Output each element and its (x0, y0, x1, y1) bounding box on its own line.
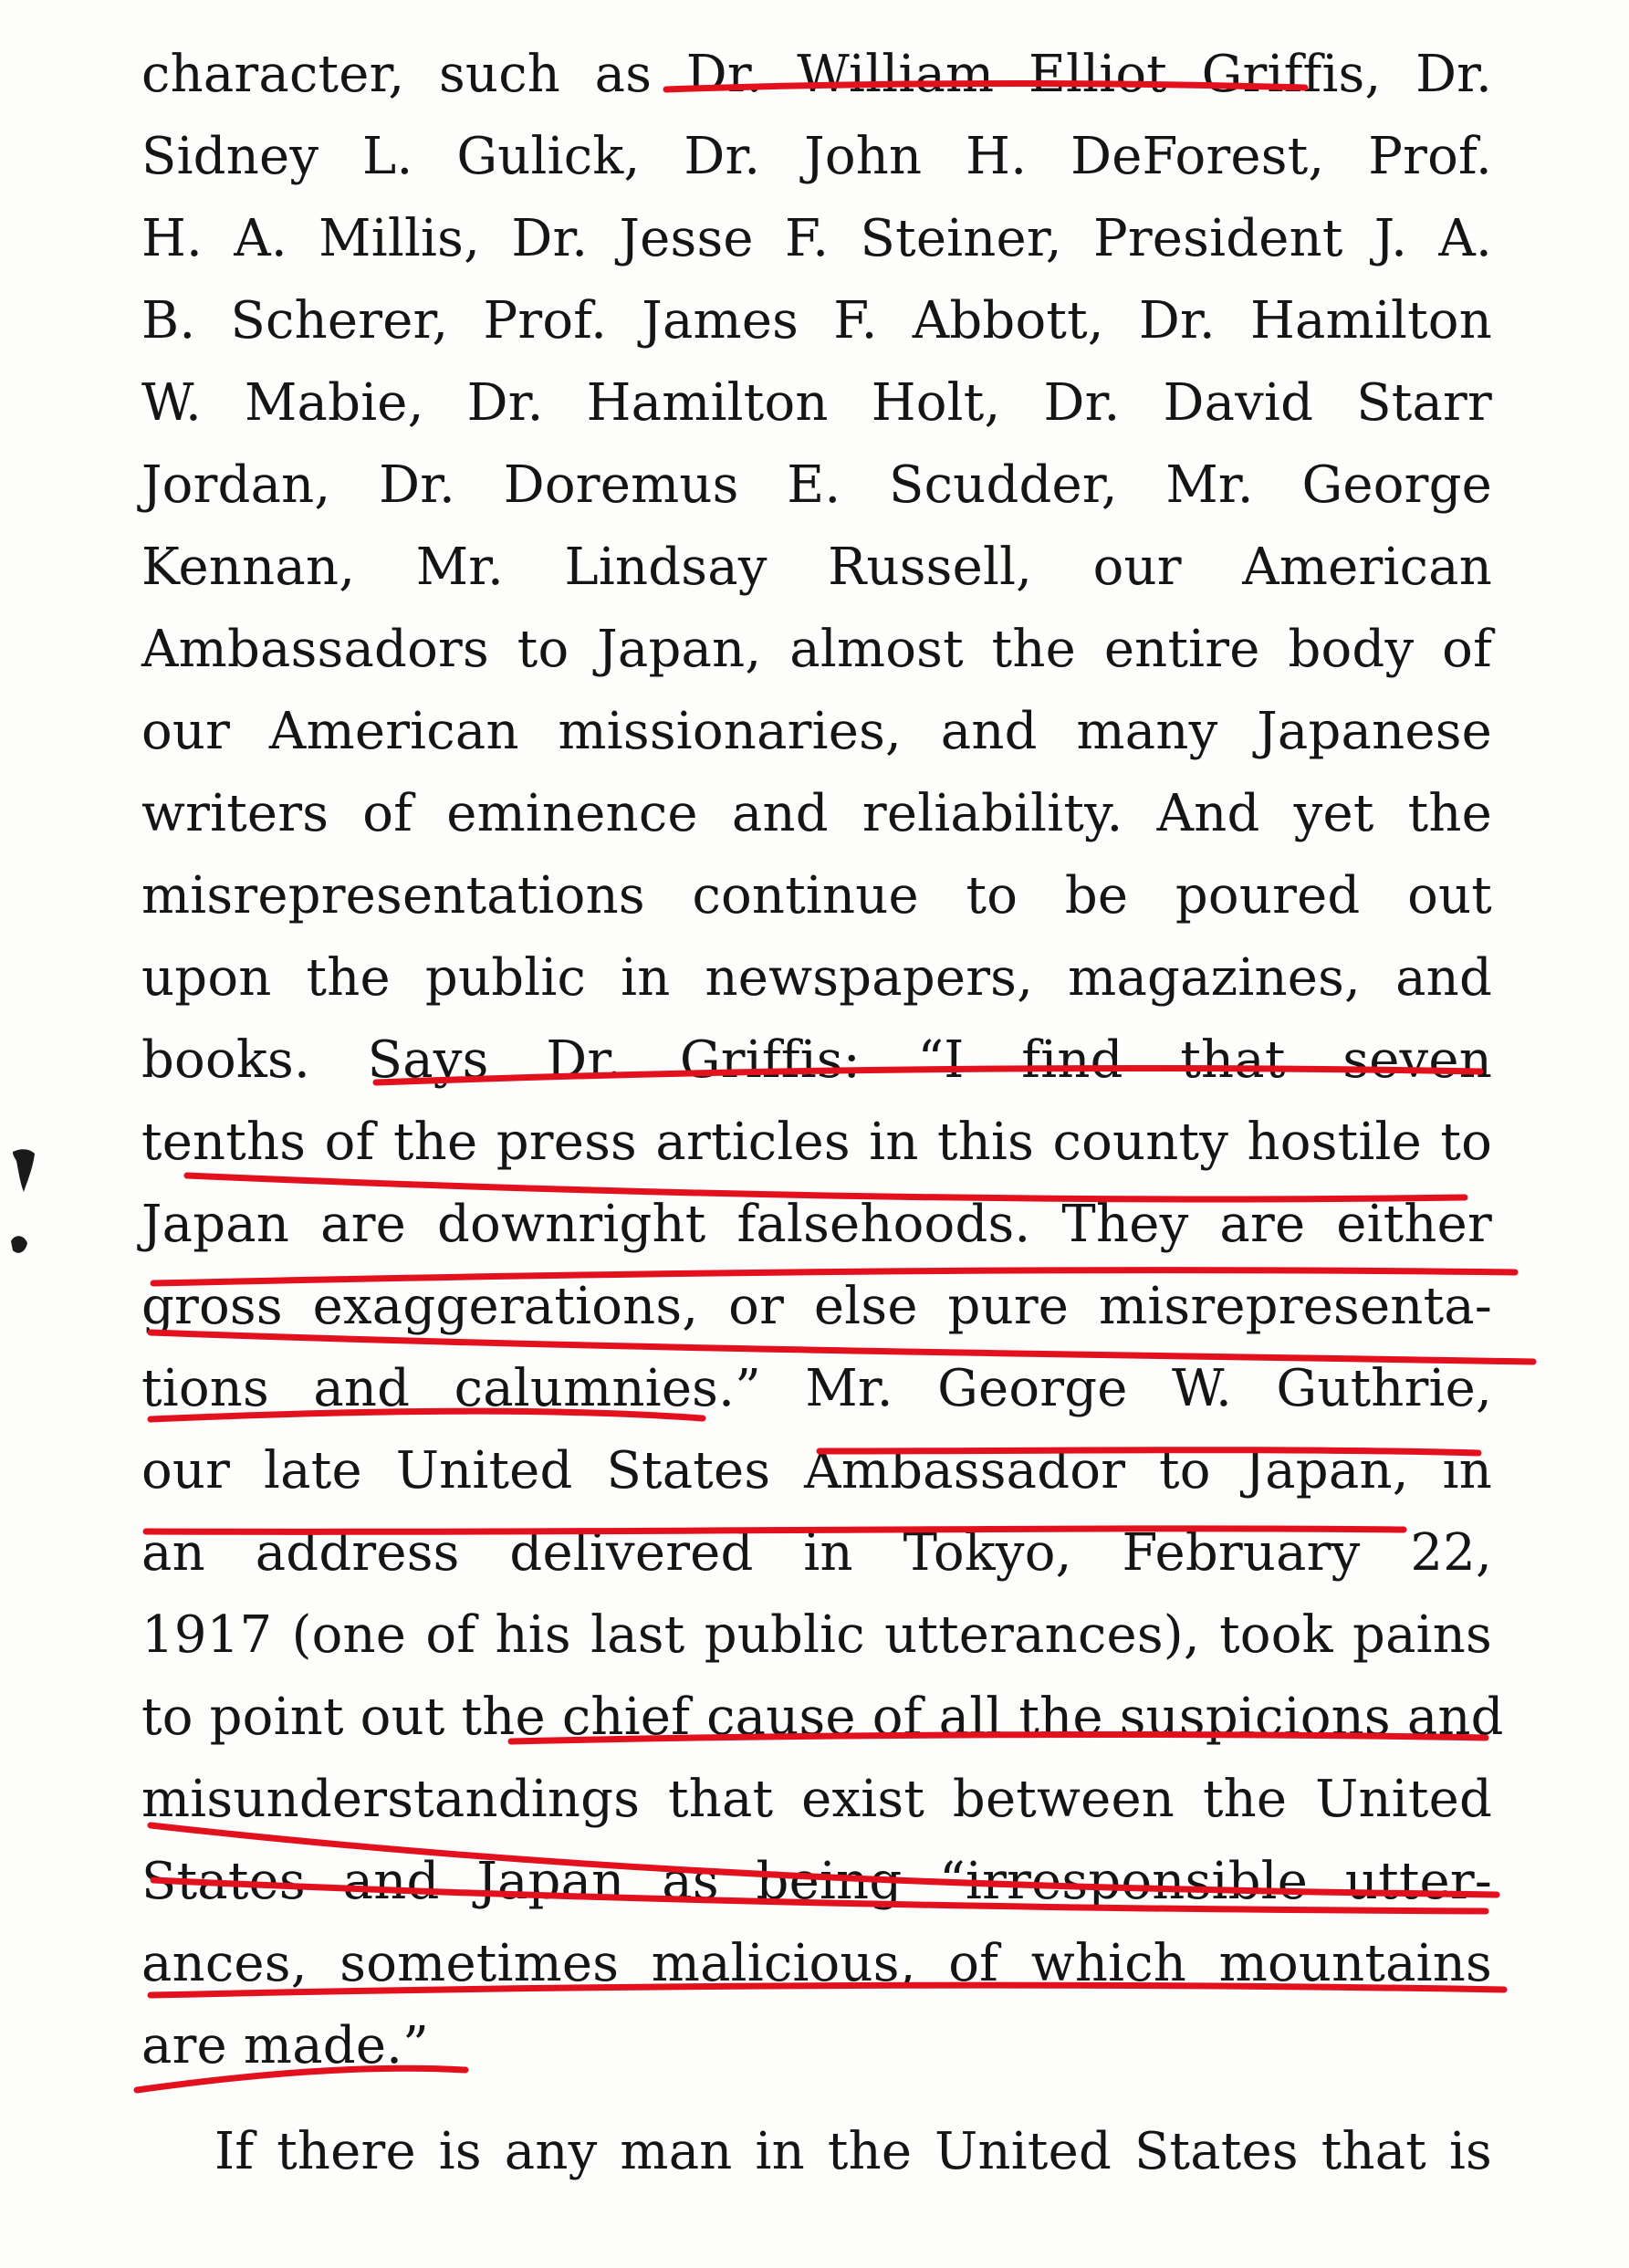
text-line-8: Ambassadors to Japan, almost the entire body of (141, 620, 1492, 679)
text-line-2: Sidney L. Gulick, Dr. John H. DeForest, Prof. (141, 127, 1492, 186)
text-line-11: misrepresentations continue to be poured out (141, 866, 1492, 925)
text-line-4: B. Scherer, Prof. James F. Abbott, Dr. Hamilton (141, 291, 1492, 350)
text-line-20: 1917 (one of his last public utterances), took pains (141, 1605, 1492, 1665)
text-line-13: books. Says Dr. Griffis: “I find that seven (141, 1030, 1492, 1090)
text-line-17: tions and calumnies.” Mr. George W. Guthrie, (141, 1359, 1492, 1418)
text-line-14: tenths of the press articles in this county hostile to (141, 1113, 1492, 1172)
text-line-9: our American missionaries, and many Japanese (141, 702, 1492, 761)
text-line-19: an address delivered in Tokyo, February 22, (141, 1523, 1492, 1583)
text-line-21: to point out the chief cause of all the suspicions and (141, 1688, 1504, 1747)
text-line-16: gross exaggerations, or else pure misrepresenta- (141, 1277, 1492, 1336)
text-line-3: H. A. Millis, Dr. Jesse F. Steiner, President J. A. (141, 209, 1492, 268)
text-line-5: W. Mabie, Dr. Hamilton Holt, Dr. David Starr (141, 373, 1492, 433)
text-line-7: Kennan, Mr. Lindsay Russell, our American (141, 538, 1492, 597)
text-line-25: are made.” (141, 2016, 430, 2075)
margin-mark-lower (11, 1236, 27, 1253)
text-line-22: misunderstandings that exist between the United (141, 1770, 1492, 1829)
text-line-26-paragraph-start: If there is any man in the United States that is (214, 2122, 1492, 2181)
text-line-15: Japan are downright falsehoods. They are either (141, 1195, 1492, 1254)
text-line-23: States and Japan as being “irresponsible utter- (141, 1852, 1492, 1911)
text-line-10: writers of eminence and reliability. And yet the (141, 784, 1492, 843)
text-line-24: ances, sometimes malicious, of which mountains (141, 1934, 1492, 1993)
text-line-18: our late United States Ambassador to Japan, in (141, 1441, 1492, 1500)
text-line-12: upon the public in newspapers, magazines, and (141, 948, 1492, 1008)
text-line-1: character, such as Dr. William Elliot Griffis, Dr. (141, 45, 1492, 104)
margin-mark-upper (13, 1149, 35, 1192)
text-line-6: Jordan, Dr. Doremus E. Scudder, Mr. George (141, 455, 1492, 515)
